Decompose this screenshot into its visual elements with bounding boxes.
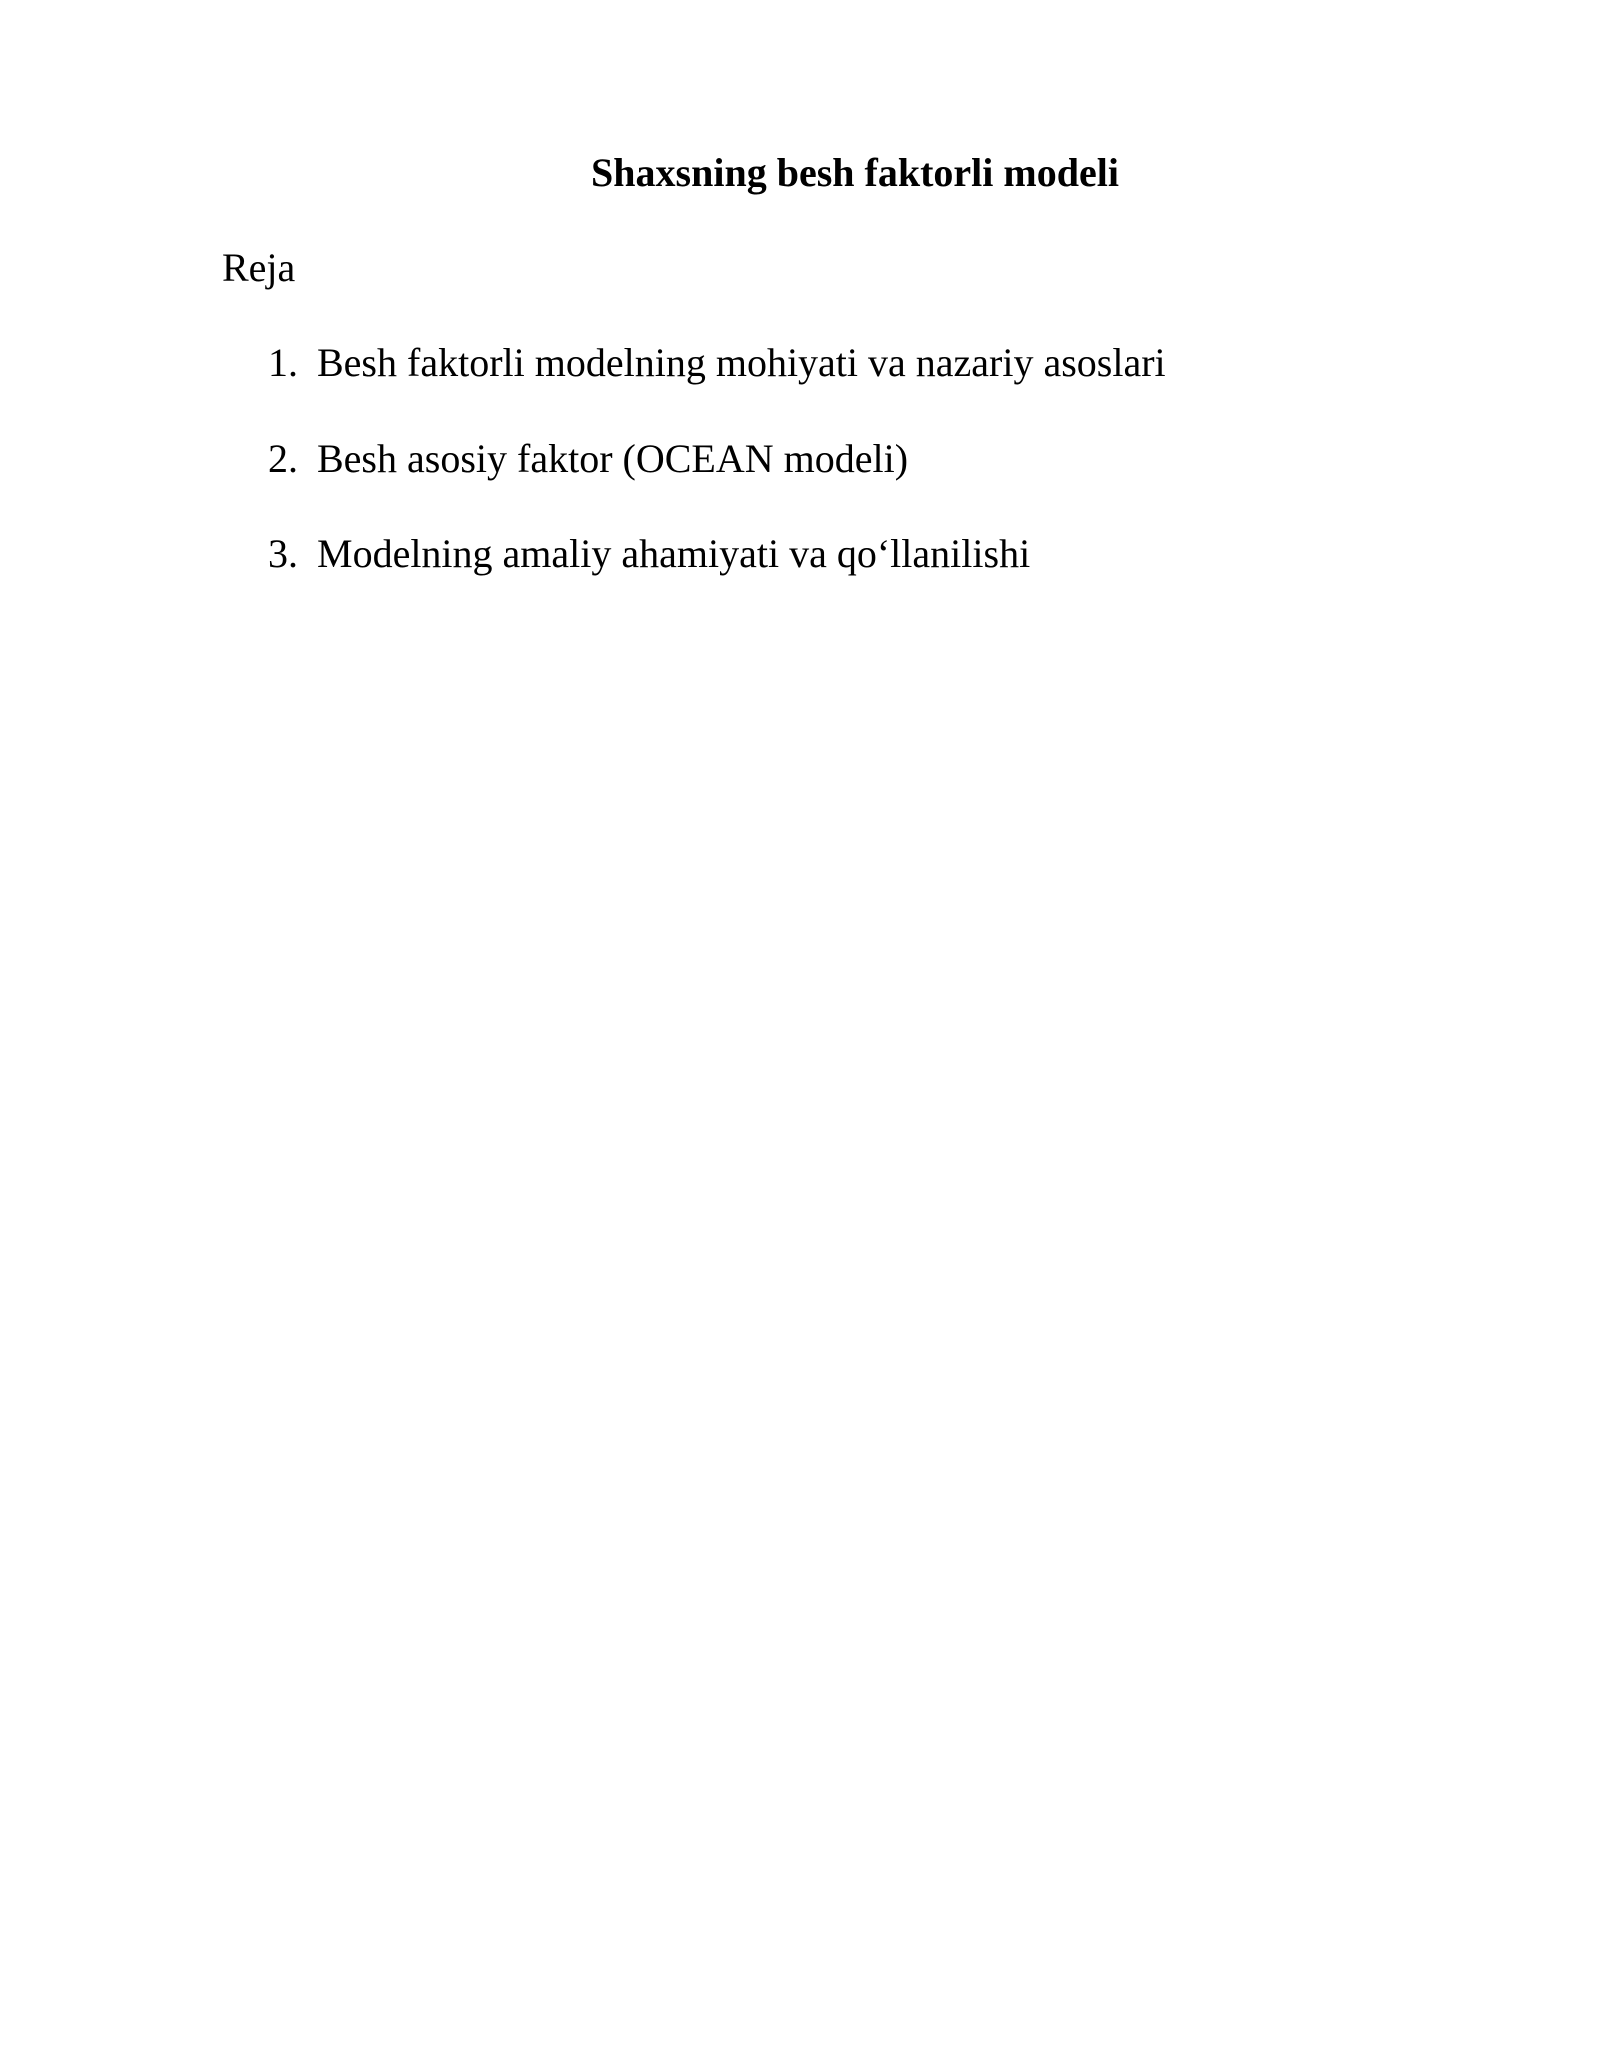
plan-item-number: 1. [268,340,298,385]
plan-heading: Reja [222,245,296,290]
plan-item-text: Modelning amaliy ahamiyati va qo‘llanilishi [317,531,1031,576]
plan-item-text: Besh asosiy faktor (OCEAN modeli) [317,435,909,481]
plan-item-number: 3. [268,531,298,576]
plan-item-number: 2. [268,435,298,481]
document-title: Shaxsning besh faktorli modeli [591,150,1119,195]
plan-item-text: Besh faktorli modelning mohiyati va nazariy asoslari [317,340,1166,385]
